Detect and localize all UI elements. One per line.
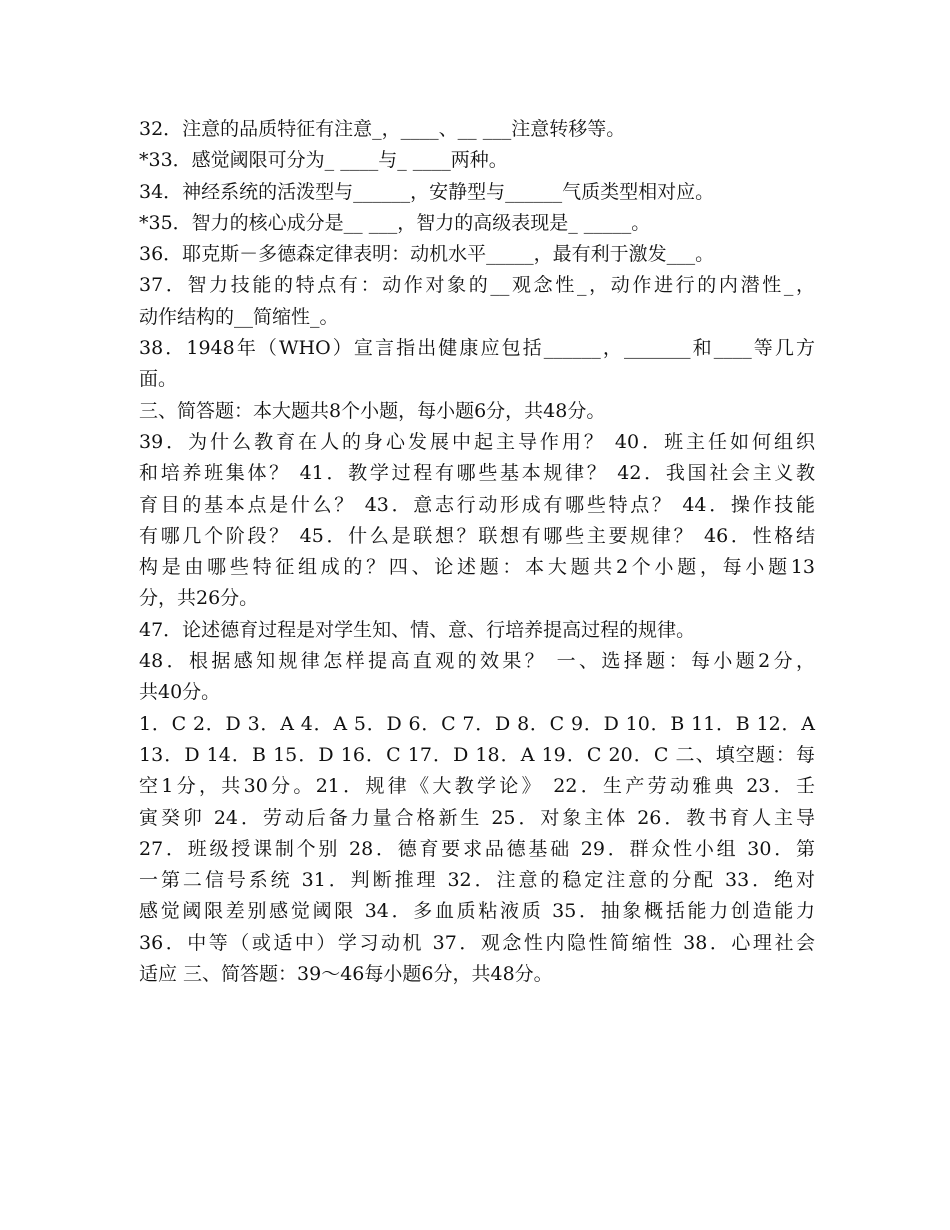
text-line: 47．论述德育过程是对学生知、情、意、行培养提高过程的规律。 (139, 618, 696, 641)
document-body (139, 114, 815, 990)
text-line: 48．根据感知规律怎样提高直观的效果？ 一、选择题：每小题2分， (139, 650, 815, 673)
text-line: 34．神经系统的活泼型与______，安静型与______气质类型相对应。 (139, 180, 715, 203)
text-line: *33．感觉阈限可分为_ ____与_ ____两种。 (139, 149, 508, 172)
answer-line: 一第二信号系统 31．判断推理 32．注意的稳定注意的分配 33．绝对 (139, 869, 815, 892)
answer-line: 13．D 14．B 15．D 16．C 17．D 18．A 19．C 20．C 二、填空题：每 (139, 743, 815, 766)
text-line: 有哪几个阶段？ 45．什么是联想？联想有哪些主要规律？ 46．性格结 (139, 524, 815, 547)
text-line: *35．智力的核心成分是__ ___，智力的高级表现是_ _____。 (139, 211, 651, 234)
section-heading: 三、简答题：本大题共8个小题，每小题6分，共48分。 (139, 399, 606, 422)
text-line: 39．为什么教育在人的身心发展中起主导作用？ 40．班主任如何组织 (139, 430, 815, 453)
text-line: 构是由哪些特征组成的？四、论述题：本大题共2个小题，每小题13 (139, 556, 815, 579)
answer-line: 1．C 2．D 3．A 4．A 5．D 6．C 7．D 8．C 9．D 10．B 11．B 12．A (139, 712, 815, 735)
text-line: 共40分。 (139, 681, 221, 704)
text-line: 动作结构的__简缩性_。 (139, 305, 339, 328)
answer-line: 寅癸卯 24．劳动后备力量合格新生 25．对象主体 26．教书育人主导 (139, 806, 815, 829)
answer-line: 27．班级授课制个别 28．德育要求品德基础 29．群众性小组 30．第 (139, 837, 815, 860)
text-line: 38．1948年（WHO）宣言指出健康应包括______，_______和____等几方 (139, 337, 815, 360)
text-line: 37．智力技能的特点有：动作对象的__观念性_，动作进行的内潜性_， (139, 274, 815, 297)
text-line: 育目的基本点是什么？ 43．意志行动形成有哪些特点？ 44．操作技能 (139, 493, 815, 516)
text-line: 和培养班集体？ 41．教学过程有哪些基本规律？ 42．我国社会主义教 (139, 462, 815, 485)
answer-line: 36．中等（或适中）学习动机 37．观念性内隐性简缩性 38．心理社会 (139, 931, 815, 954)
text-line: 36．耶克斯－多德森定律表明：动机水平_____，最有利于激发___。 (139, 243, 715, 266)
answer-line: 空1分，共30分。21．规律《大教学论》 22．生产劳动雅典 23．壬 (139, 775, 815, 798)
text-line: 32．注意的品质特征有注意_，____、__ ___注意转移等。 (139, 118, 626, 140)
text-line: 分，共26分。 (139, 587, 259, 610)
answer-line: 感觉阈限差别感觉阈限 34．多血质粘液质 35．抽象概括能力创造能力 (139, 900, 815, 923)
text-line: 面。 (139, 368, 178, 391)
answer-line: 适应 三、简答题：39～46每小题6分，共48分。 (139, 963, 553, 986)
